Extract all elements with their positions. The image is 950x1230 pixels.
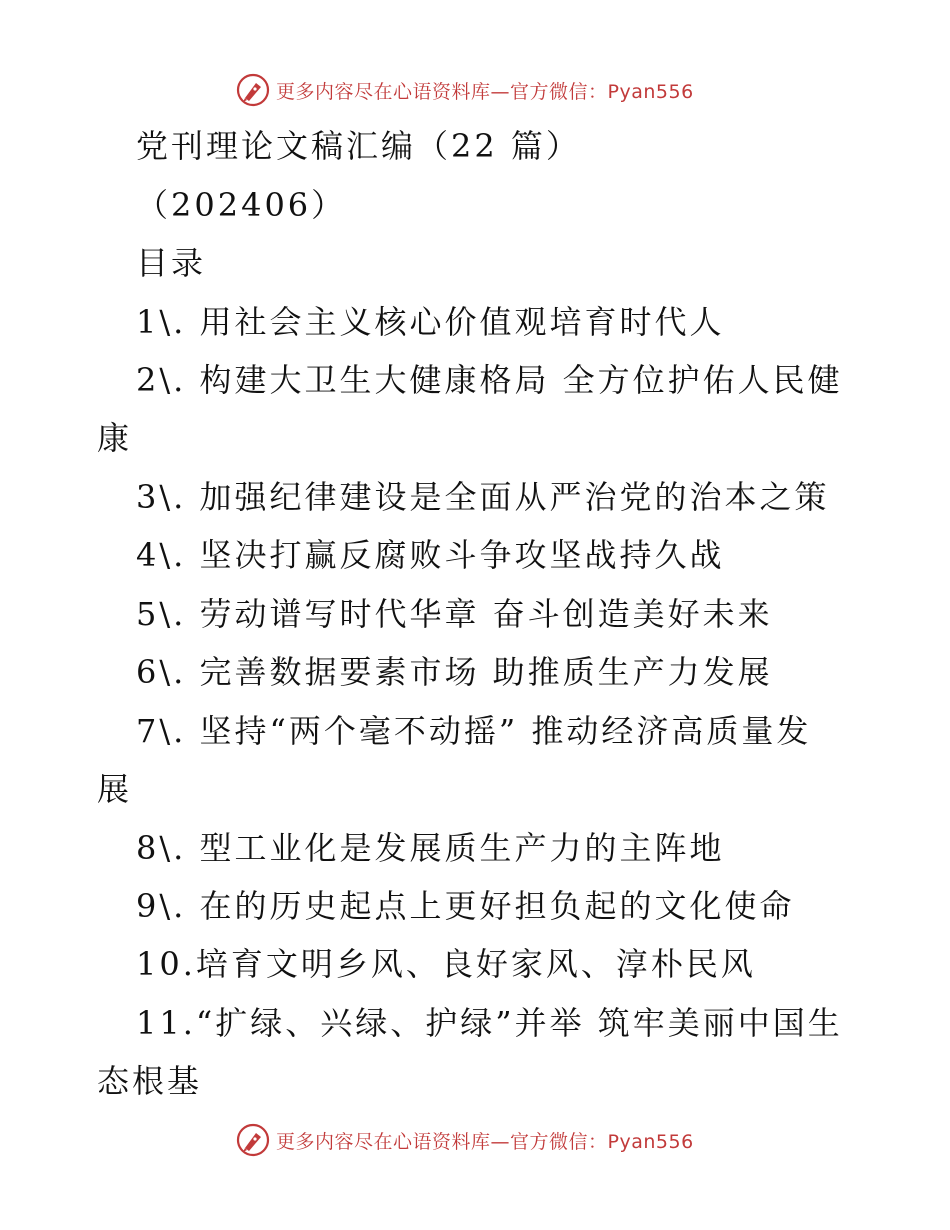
document-title: 党刊理论文稿汇编（22 篇） xyxy=(136,127,581,165)
toc-item-continuation: 展 xyxy=(97,770,133,808)
document-date: （202406） xyxy=(136,186,347,224)
toc-item: 1\. 用社会主义核心价值观培育时代人 xyxy=(136,303,725,341)
toc-item: 4\. 坚决打赢反腐败斗争攻坚战持久战 xyxy=(136,536,725,574)
toc-item: 3\. 加强纪律建设是全面从严治党的治本之策 xyxy=(136,478,830,516)
watermark-text: 更多内容尽在心语资料库—官方微信：Pyan556 xyxy=(276,1130,694,1153)
toc-item: 9\. 在的历史起点上更好担负起的文化使命 xyxy=(136,887,795,925)
fountain-pen-logo-icon xyxy=(236,73,270,107)
toc-item-continuation: 康 xyxy=(97,419,133,457)
toc-item: 8\. 型工业化是发展质生产力的主阵地 xyxy=(136,829,725,867)
watermark-text: 更多内容尽在心语资料库—官方微信：Pyan556 xyxy=(276,80,694,103)
toc-item-continuation: 态根基 xyxy=(97,1062,203,1100)
toc-item: 11.“扩绿、兴绿、护绿”并举 筑牢美丽中国生 xyxy=(136,1004,843,1042)
toc-item: 6\. 完善数据要素市场 助推质生产力发展 xyxy=(136,653,773,691)
toc-item: 7\. 坚持“两个毫不动摇” 推动经济高质量发 xyxy=(136,712,812,750)
toc-item: 10.培育文明乡风、良好家风、淳朴民风 xyxy=(136,945,756,983)
header-watermark xyxy=(236,72,694,108)
fountain-pen-logo-icon xyxy=(236,1123,270,1157)
toc-heading: 目录 xyxy=(136,244,207,282)
toc-item: 2\. 构建大卫生大健康格局 全方位护佑人民健 xyxy=(136,361,843,399)
footer-watermark xyxy=(236,1122,694,1158)
toc-item: 5\. 劳动谱写时代华章 奋斗创造美好未来 xyxy=(136,595,773,633)
